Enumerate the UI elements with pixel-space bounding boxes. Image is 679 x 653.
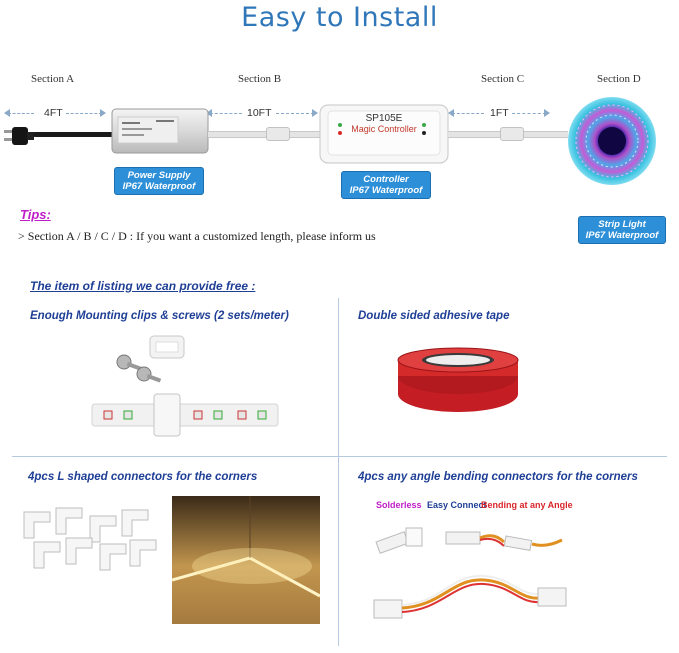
badge-line: IP67 Waterproof <box>585 230 659 241</box>
tips-text: > Section A / B / C / D : If you want a customized length, please inform us <box>18 229 376 243</box>
led-strip-reel-image <box>566 95 658 187</box>
badge-line: IP67 Waterproof <box>122 181 196 192</box>
adhesive-tape-image <box>392 346 522 418</box>
l-connectors-image <box>20 502 160 578</box>
section-a-label: Section A <box>31 73 75 85</box>
angle-connectors-image <box>372 514 568 634</box>
vertical-divider <box>338 298 339 646</box>
tips-label: Tips: <box>20 207 51 222</box>
section-b-label: Section B <box>238 73 282 85</box>
cable-b <box>208 131 320 138</box>
arrowhead-icon <box>4 109 10 117</box>
power-plug-icon <box>4 126 34 146</box>
section-c-label: Section C <box>481 73 525 85</box>
solderless-tag: Solderless <box>376 500 422 510</box>
bending-tag: Bending at any Angle <box>481 500 573 510</box>
item-heading-l-connectors: 4pcs L shaped connectors for the corners <box>28 471 258 483</box>
listing-heading: The item of listing we can provide free : <box>30 279 256 293</box>
item-heading-clips: Enough Mounting clips & screws (2 sets/meter) <box>30 310 289 322</box>
clips-screws-image <box>90 332 280 444</box>
power-supply-image <box>110 107 210 157</box>
controller-model: SP105E <box>365 113 403 124</box>
arrow-c-left <box>452 113 484 114</box>
strip-light-badge <box>578 216 666 244</box>
item-heading-tape: Double sided adhesive tape <box>358 310 510 322</box>
arrowhead-icon <box>100 109 106 117</box>
controller-name: Magic Controller <box>351 124 417 134</box>
arrow-c-right <box>512 113 546 114</box>
length-c: 1FT <box>490 107 509 119</box>
badge-line: IP67 Waterproof <box>349 185 423 196</box>
arrow-a-right <box>66 113 102 114</box>
arrow-a-left <box>8 113 34 114</box>
section-d-label: Section D <box>597 73 641 85</box>
length-a: 4FT <box>44 107 63 119</box>
easy-connect-tag: Easy Connect <box>427 500 487 510</box>
badge-line: Power Supply <box>127 170 191 181</box>
controller-badge <box>341 171 431 199</box>
arrow-b-right <box>276 113 314 114</box>
cable-connector <box>266 127 290 141</box>
item-heading-angle-connectors: 4pcs any angle bending connectors for the corners <box>358 471 638 483</box>
power-supply-badge <box>114 167 204 195</box>
arrow-b-left <box>210 113 242 114</box>
power-cable <box>33 132 113 137</box>
cable-connector <box>500 127 524 141</box>
page-title: Easy to Install <box>241 2 438 33</box>
horizontal-divider <box>12 456 667 457</box>
badge-line: Strip Light <box>598 219 646 230</box>
length-b: 10FT <box>247 107 272 119</box>
corner-light-photo <box>172 496 320 624</box>
arrowhead-icon <box>544 109 550 117</box>
badge-line: Controller <box>363 174 409 185</box>
